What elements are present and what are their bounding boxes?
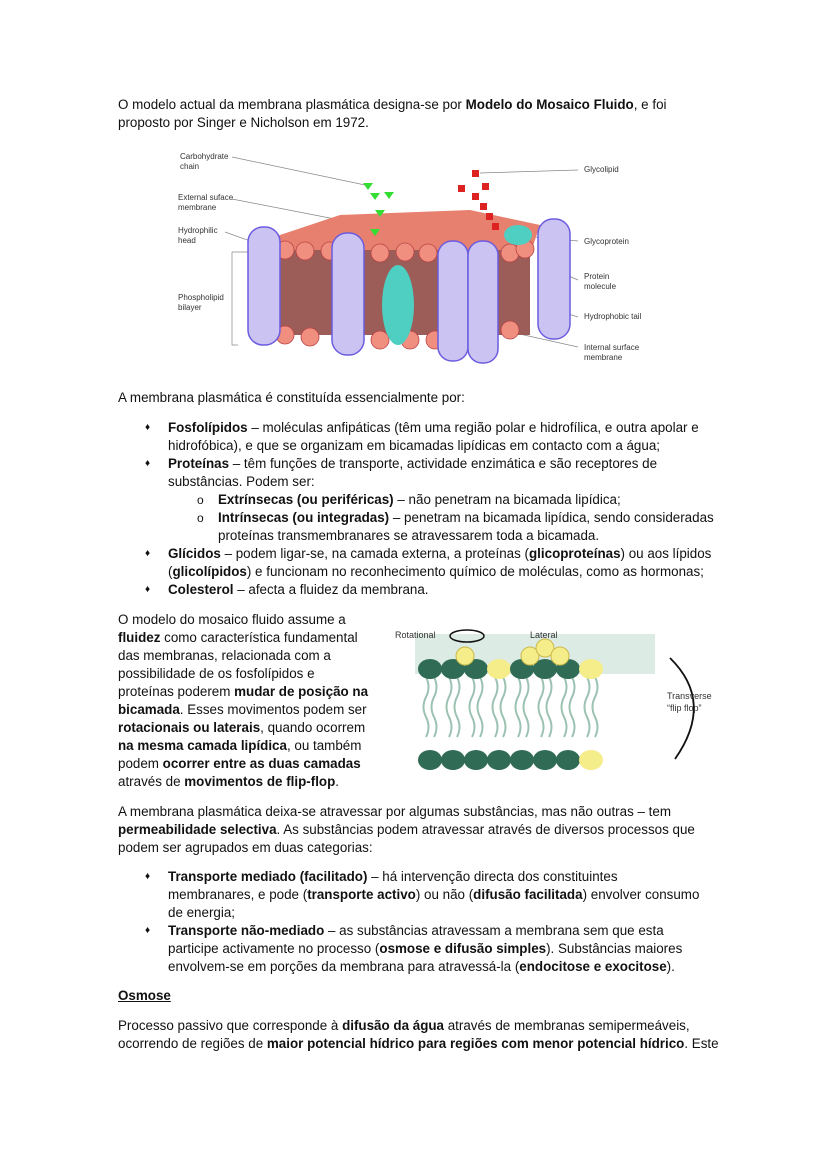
text: ) e funcionam no reconhecimento químico de moléculas, como as hormonas;	[246, 564, 704, 579]
text: .	[335, 774, 340, 789]
phospholipid-head	[487, 659, 511, 679]
bold-text: fluidez	[118, 630, 161, 645]
lipid-tail	[524, 677, 529, 737]
label-carbohydrate-chain: Carbohydrate chain	[180, 152, 229, 171]
label-phospholipid-bilayer: Phospholipid bilayer	[178, 293, 224, 312]
bold-text: Proteínas	[168, 456, 230, 471]
text: , quando ocorrem	[260, 720, 366, 735]
text-line	[118, 803, 695, 821]
phospholipid-head	[441, 750, 465, 770]
bold-text: glicolípidos	[172, 564, 247, 579]
diamond-bullet-icon: ♦	[145, 871, 151, 882]
lipid-tail	[501, 677, 506, 737]
text-line	[168, 958, 675, 976]
label-external-surface: External suface membrane	[178, 193, 234, 212]
bold-text: maior potencial hídrico para regiões com menor potencial hídrico	[266, 1036, 685, 1051]
osmose-paragraph	[118, 1017, 719, 1053]
lipid-tail	[539, 677, 544, 737]
text-line	[168, 455, 657, 473]
text: proposto por Singer e Nicholson em 1972.	[118, 115, 369, 130]
phospholipid-head	[556, 750, 580, 770]
lipid-tail	[455, 677, 460, 737]
text: – podem ligar-se, na camada externa, a proteínas (	[220, 546, 529, 561]
label-hydrophobic-tail: Hydrophobic tail	[584, 312, 642, 321]
bold-text: Fosfolípidos	[168, 420, 248, 435]
text: . As substâncias podem atravessar através de diversos processos que	[276, 822, 695, 837]
text-line	[118, 629, 368, 647]
bold-text: difusão facilitada	[473, 887, 583, 902]
cell-membrane-diagram	[170, 145, 670, 370]
text: substâncias. Podem ser:	[168, 474, 315, 489]
bold-text: bicamada	[118, 702, 180, 717]
text: – as substâncias atravessam a membrana sem que esta	[324, 923, 664, 938]
phospholipid-head	[579, 750, 603, 770]
text-line	[168, 940, 682, 958]
text: – têm funções de transporte, actividade enzimática e são receptores de	[229, 456, 658, 471]
lipid-tail	[447, 677, 452, 737]
bold-text: ocorrer entre as duas camadas	[162, 756, 361, 771]
moving-phospholipid-head	[551, 647, 569, 665]
bold-text: Modelo do Mosaico Fluido	[465, 97, 634, 112]
text-line	[168, 886, 699, 904]
phospholipid-head	[464, 750, 488, 770]
lipid-tail	[547, 677, 552, 737]
text-line	[168, 563, 704, 581]
text: . Este	[684, 1036, 719, 1051]
text-line	[118, 611, 368, 629]
label-protein-molecule: Protein molecule	[584, 272, 617, 291]
text-line	[118, 839, 695, 857]
bold-text: Colesterol	[168, 582, 234, 597]
text: – há intervenção directa dos constituintes	[367, 869, 618, 884]
fluid-model-paragraph	[118, 611, 368, 791]
text: A membrana plasmática é constituída essencialmente por:	[118, 390, 465, 405]
phospholipid-head	[579, 659, 603, 679]
label-internal-surface: Internal surface membrane	[584, 343, 640, 362]
lipid-tail	[570, 677, 575, 737]
bold-text: osmose e difusão simples	[379, 941, 547, 956]
text-line	[118, 755, 368, 773]
text-line	[118, 665, 368, 683]
lipid-tail	[562, 677, 567, 737]
text: ). Substâncias maiores	[546, 941, 683, 956]
text: hidrofóbica), e que se organizam em bicamadas lipídicas em contacto com a água;	[168, 438, 660, 453]
phospholipid-head	[510, 750, 534, 770]
circle-bullet-icon: o	[197, 511, 204, 525]
text: ) ou não (	[415, 887, 474, 902]
text: proteínas poderem	[118, 684, 235, 699]
text: como característica fundamental	[160, 630, 358, 645]
diamond-bullet-icon: ♦	[145, 422, 151, 433]
label-glycolipid: Glycolipid	[584, 165, 619, 174]
lipid-tail	[493, 677, 498, 737]
text: , e foi	[633, 97, 667, 112]
bold-text: movimentos de flip-flop	[184, 774, 336, 789]
text: das membranas, relacionada com a	[118, 648, 331, 663]
diamond-bullet-icon: ♦	[145, 548, 151, 559]
lipid-tail	[424, 677, 429, 737]
bold-text: na mesma camada lipídica	[118, 738, 287, 753]
text: ) envolver consumo	[582, 887, 700, 902]
text-line	[168, 581, 429, 599]
label-hydrophilic-head: Hydrophilic head	[178, 226, 218, 245]
text-line	[118, 96, 667, 114]
phospholipid-head	[418, 659, 442, 679]
bold-text: Intrínsecas (ou integradas)	[218, 510, 390, 525]
diamond-bullet-icon: ♦	[145, 458, 151, 469]
lipid-tail	[593, 677, 598, 737]
text: O modelo do mosaico fluido assume a	[118, 612, 346, 627]
bold-text: rotacionais ou laterais	[118, 720, 261, 735]
text-line	[118, 1017, 719, 1035]
text: (	[168, 564, 173, 579]
bold-text: Extrínsecas (ou periféricas)	[218, 492, 394, 507]
label-rotational: Rotational	[395, 630, 436, 640]
text: membranares, e pode (	[168, 887, 308, 902]
text: possibilidade de os fosfolípidos e	[118, 666, 315, 681]
diamond-bullet-icon: ♦	[145, 925, 151, 936]
lipid-movement-diagram	[385, 622, 725, 777]
text: ) ou aos lípidos	[620, 546, 712, 561]
text: – não penetram na bicamada lipídica;	[393, 492, 621, 507]
text: Processo passivo que corresponde à	[118, 1018, 343, 1033]
moving-phospholipid-head	[456, 647, 474, 665]
text: através de membranas semipermeáveis,	[444, 1018, 690, 1033]
permeability-paragraph	[118, 803, 695, 857]
text-line	[168, 419, 699, 437]
phospholipid-head	[487, 750, 511, 770]
bold-text: mudar de posição na	[234, 684, 369, 699]
label-glycoprotein: Glycoprotein	[584, 237, 629, 246]
text-line	[118, 701, 368, 719]
text: envolvem-se em porções da membrana para atravessá-la (	[168, 959, 520, 974]
text: ).	[666, 959, 675, 974]
intro-paragraph	[118, 96, 667, 132]
text-line	[118, 114, 667, 132]
text-line	[218, 527, 599, 545]
text: proteínas transmembranares se atravessarem toda a bicamada.	[218, 528, 600, 543]
text: – moléculas anfipáticas (têm uma região polar e hidrofílica, e outra apolar e	[247, 420, 699, 435]
text-line	[118, 647, 368, 665]
text: . Esses movimentos podem ser	[179, 702, 367, 717]
bold-text: Glícidos	[168, 546, 221, 561]
label-lateral: Lateral	[530, 630, 558, 640]
text-line	[118, 821, 695, 839]
diamond-bullet-icon: ♦	[145, 584, 151, 595]
lipid-tail	[470, 677, 475, 737]
lipid-tail	[432, 677, 437, 737]
text-line	[168, 868, 618, 886]
text-line	[118, 719, 368, 737]
bold-text: Transporte não-mediado	[168, 923, 325, 938]
label-transverse: Transverse	[667, 691, 712, 701]
text-line	[218, 491, 621, 509]
text: podem	[118, 756, 163, 771]
text-line	[168, 437, 660, 455]
text-line	[118, 683, 368, 701]
bold-text: Transporte mediado (facilitado)	[168, 869, 368, 884]
text-line	[168, 904, 235, 922]
text: através de	[118, 774, 185, 789]
text: O modelo actual da membrana plasmática designa-se por	[118, 97, 466, 112]
lipid-tail	[516, 677, 521, 737]
label-flip-flop: “flip flop”	[667, 703, 702, 713]
phospholipid-head	[533, 750, 557, 770]
text: A membrana plasmática deixa-se atravessar por algumas substâncias, mas não outras – tem	[118, 804, 671, 819]
lipid-tail	[585, 677, 590, 737]
text: – penetram na bicamada lipídica, sendo consideradas	[389, 510, 714, 525]
bold-text: permeabilidade selectiva	[118, 822, 277, 837]
bold-text: transporte activo	[307, 887, 416, 902]
text: de energia;	[168, 905, 236, 920]
text-line	[118, 737, 368, 755]
osmose-heading: Osmose	[118, 988, 171, 1003]
text-line	[118, 773, 368, 791]
circle-bullet-icon: o	[197, 493, 204, 507]
text-line	[168, 473, 315, 491]
text: ocorrendo de regiões de	[118, 1036, 267, 1051]
text: – afecta a fluidez da membrana.	[233, 582, 429, 597]
bold-text: difusão da água	[342, 1018, 444, 1033]
lipid-tail	[478, 677, 483, 737]
bold-text: endocitose e exocitose	[519, 959, 667, 974]
text: , ou também	[286, 738, 362, 753]
phospholipid-head	[418, 750, 442, 770]
text-line	[218, 509, 714, 527]
text: participe activamente no processo (	[168, 941, 380, 956]
text-line	[168, 922, 664, 940]
text: podem ser agrupados em duas categorias:	[118, 840, 373, 855]
text-line	[118, 389, 465, 407]
text-line	[118, 1035, 719, 1053]
bold-text: glicoproteínas	[529, 546, 621, 561]
constituents-intro	[118, 389, 465, 407]
text-line	[168, 545, 711, 563]
